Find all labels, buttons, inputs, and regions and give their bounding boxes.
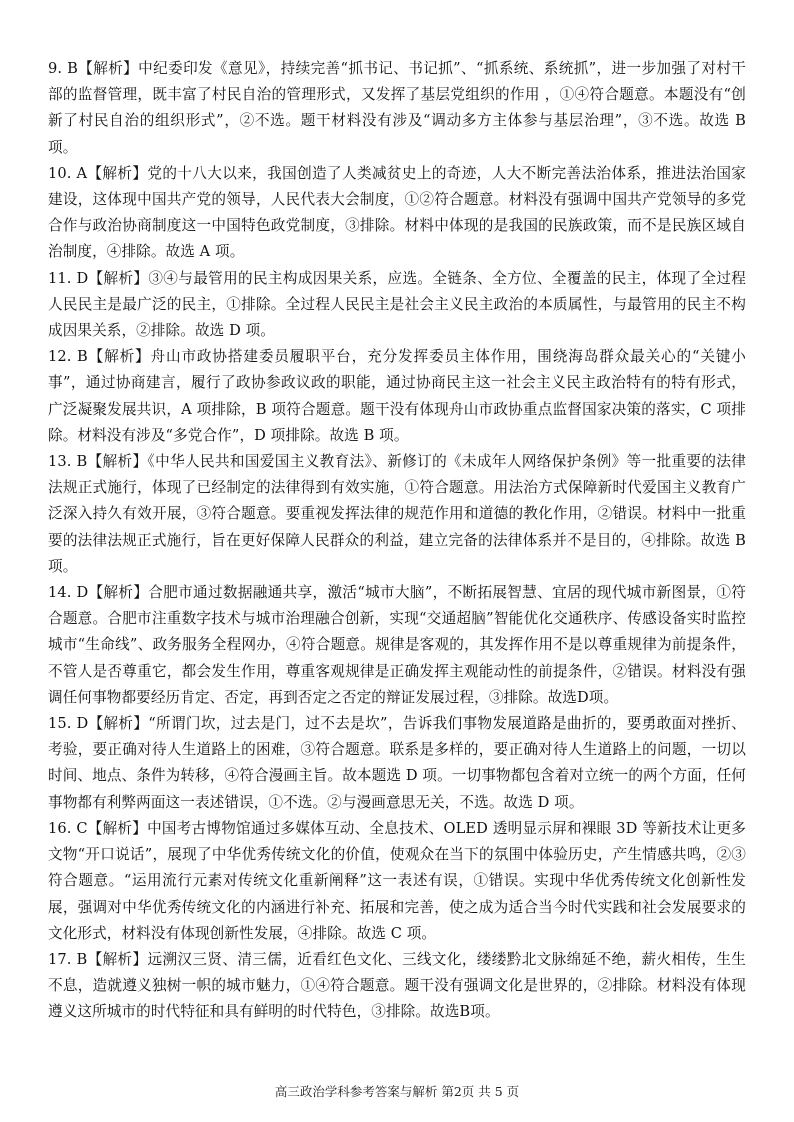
answer-item-12: 12. B【解析】舟山市政协搭建委员履职平台，充分发挥委员主体作用，围绕海岛群众最关心的“关键小事”，通过协商建言，履行了政协参政议政的职能，通过协商民主这一社会主义民主政治特有的特有形式，广泛凝聚发展共识，A 项排除，B 项符合题意。题干没有体现舟山市政协重点监督国家决策的落实，C 项排除。材料没有涉及“多党合作”，D 项排除。故选 B 项。 [48,348,746,444]
page-footer: 高三政治学科参考答案与解析 第2页 共 5 页 [274,1084,520,1099]
answer-list [48,56,746,1026]
answer-item-10: 10. A【解析】党的十八大以来，我国创造了人类减贫史上的奇迹，人大不断完善法治体系，推进法治国家建设，这体现中国共产党的领导，人民代表大会制度，①②符合题意。材料没有强调中国共产党领导的多党合作与政治协商制度这一中国特色政党制度，③排除。材料中体现的是我国的民族政策，而不是民族区域自治制度，④排除。故选 A 项。 [48,164,746,261]
answer-item-11: 11. D【解析】③④与最管用的民主构成因果关系，应选。全链条、全方位、全覆盖的民主，体现了全过程人民民主是最广泛的民主，①排除。全过程人民民主是社会主义民主政治的本质属性，与最管用的民主不构成因果关系，②排除。故选 D 项。 [48,269,746,340]
answer-item-13: 13. B【解析】《中华人民共和国爱国主义教育法》、新修订的《未成年人网络保护条例》等一批重要的法律法规正式施行，体现了已经制定的法律得到有效实施，①符合题意。用法治方式保障新时代爱国主义教育广泛深入持久有效开展，③符合题意。要重视发挥法律的规范作用和道德的教化作用，②错误。材料中一批重要的法律法规正式施行，旨在更好保障人民群众的利益，建立完备的法律体系并不是目的，④排除。故选 B 项。 [48,453,746,575]
answer-item-9: 9. B【解析】中纪委印发《意见》，持续完善“抓书记、书记抓”、“抓系统、系统抓”，进一步加强了对村干部的监督管理，既丰富了村民自治的管理形式，又发挥了基层党组织的作用 ，①④符合题意。本题没有“创新了村民自治的组织形式”，②不选。题干材料没有涉及“调动多方主体参与基层治理”，③不选。故选 B 项。 [48,60,746,156]
answer-item-16: 16. C【解析】中国考古博物馆通过多媒体互动、全息技术、OLED 透明显示屏和裸眼 3D 等新技术让更多文物“开口说话”，展现了中华优秀传统文化的价值，使观众在当下的氛围中体验历史，产生情感共鸣，②③符合题意。“运用流行元素对传统文化重新阐释”这一表述有误，①错误。实现中华优秀传统文化创新性发展，强调对中华优秀传统文化的内涵进行补充、拓展和完善，使之成为适合当今时代实践和社会发展要求的文化形式，材料没有体现创新性发展，④排除。故选 C 项。 [48,819,746,942]
answer-item-17: 17. B【解析】远溯汉三贤、清三儒，近看红色文化、三线文化，缕缕黔北文脉绵延不绝，薪火相传，生生不息，造就遵义独树一帜的城市魅力，①④符合题意。题干没有强调文化是世界的，②排除。材料没有体现遵义这所城市的时代特征和具有鲜明的时代特色，③排除。故选B项。 [48,950,746,1021]
answer-item-14: 14. D【解析】合肥市通过数据融通共享，激活“城市大脑”，不断拓展智慧、宜居的现代城市新图景，①符合题意。合肥市注重数字技术与城市治理融合创新，实现“交通超脑”智能优化交通秩序、传感设备实时监控城市“生命线”、政务服务全程网办，④符合题意。规律是客观的，其发挥作用不是以尊重规律为前提条件，不管人是否尊重它，都会发生作用，尊重客观规律是正确发挥主观能动性的前提条件，②错误。材料没有强调任何事物都要经历肯定、否定，再到否定之否定的辩证发展过程，③排除。故选D项。 [48,584,746,706]
answer-item-15: 15. D【解析】“所谓门坎，过去是门，过不去是坎”，告诉我们事物发展道路是曲折的，要勇敢面对挫折、考验，要正确对待人生道路上的困难，③符合题意。联系是多样的，要正确对待人生道路上的问题，一切以时间、地点、条件为转移，④符合漫画主旨。故本题选 D 项。一切事物都包含着对立统一的两个方面，任何事物都有利弊两面这一表述错误，①不选。②与漫画意思无关，不选。故选 D 项。 [48,715,746,811]
